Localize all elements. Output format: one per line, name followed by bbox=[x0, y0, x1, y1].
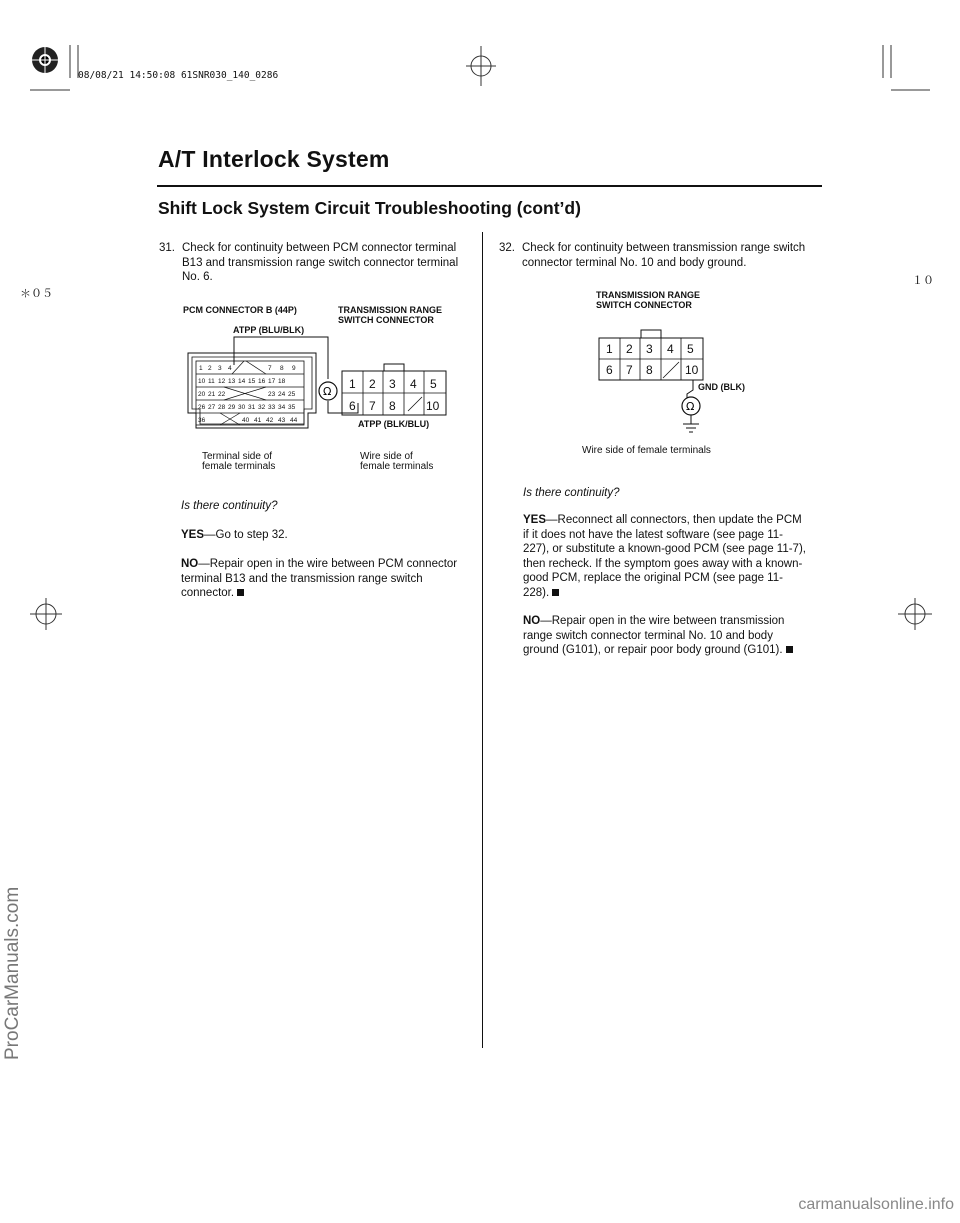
svg-text:10: 10 bbox=[426, 399, 440, 413]
svg-text:25: 25 bbox=[288, 391, 296, 398]
yes-text: Go to step 32. bbox=[215, 529, 288, 541]
svg-text:18: 18 bbox=[278, 378, 286, 385]
step-number: 31. bbox=[159, 242, 175, 254]
yes-answer-32: YES—Reconnect all connectors, then update the PCM if it does not have the latest software (see page 11-227), or substitute a known-good PCM (see page 11-7), then recheck. If the symptom goes away with a known-good PCM, replace the original PCM (see page 11-228). bbox=[523, 514, 806, 599]
svg-text:11: 11 bbox=[208, 378, 215, 385]
right-margin-mark: １０ bbox=[912, 274, 934, 287]
trs-ground-diagram bbox=[595, 326, 715, 446]
title-rule bbox=[157, 185, 822, 187]
svg-text:29: 29 bbox=[228, 404, 236, 411]
svg-text:36: 36 bbox=[198, 417, 206, 424]
svg-text:4: 4 bbox=[228, 365, 232, 372]
svg-text:23: 23 bbox=[268, 391, 276, 398]
caption-terminal-side-2: female terminals bbox=[202, 461, 276, 472]
svg-text:14: 14 bbox=[238, 378, 246, 385]
page-title: A/T Interlock System bbox=[158, 146, 390, 172]
svg-text:24: 24 bbox=[278, 391, 286, 398]
svg-text:13: 13 bbox=[228, 378, 236, 385]
no-answer-31: NO—Repair open in the wire between PCM connector terminal B13 and the transmission range switch connector. bbox=[181, 558, 458, 600]
pcm-trs-continuity-diagram bbox=[180, 333, 450, 433]
svg-text:30: 30 bbox=[238, 404, 246, 411]
svg-text:34: 34 bbox=[278, 404, 286, 411]
svg-text:2: 2 bbox=[208, 365, 212, 372]
svg-text:5: 5 bbox=[430, 377, 437, 391]
svg-text:2: 2 bbox=[626, 342, 633, 356]
question-31: Is there continuity? bbox=[181, 500, 278, 512]
svg-text:42: 42 bbox=[266, 417, 274, 424]
column-divider bbox=[482, 232, 483, 1048]
caption-wire-side-2: female terminals bbox=[360, 461, 434, 472]
trs-connector-label-1: TRANSMISSION RANGE bbox=[596, 290, 701, 300]
svg-text:10: 10 bbox=[685, 363, 699, 377]
svg-text:43: 43 bbox=[278, 417, 286, 424]
svg-text:22: 22 bbox=[218, 391, 226, 398]
svg-text:44: 44 bbox=[290, 417, 298, 424]
svg-text:31: 31 bbox=[248, 404, 256, 411]
svg-text:41: 41 bbox=[254, 417, 262, 424]
svg-text:9: 9 bbox=[292, 365, 296, 372]
no-label: NO bbox=[181, 558, 199, 570]
svg-text:3: 3 bbox=[218, 365, 222, 372]
no-answer-32: NO—Repair open in the wire between transmission range switch connector terminal No. 10 and body ground (G101), or repair poor body ground (G101). bbox=[523, 614, 808, 658]
no-text: Repair open in the wire between PCM connector terminal B13 and the transmission range switch connector. bbox=[181, 558, 458, 600]
trs-connector-label-2: SWITCH CONNECTOR bbox=[596, 300, 692, 310]
yes-text: Reconnect all connectors, then update the PCM if it does not have the latest software (see page 11-227), or substitute a known-good PCM (see page 11-7), then recheck. If the symptom goes away with a known-good PCM, replace the original PCM (see page 11-228). bbox=[523, 514, 806, 599]
svg-text:35: 35 bbox=[288, 404, 296, 411]
svg-text:3: 3 bbox=[389, 377, 396, 391]
step-32 bbox=[499, 241, 819, 270]
no-label: NO bbox=[523, 615, 541, 627]
svg-text:1: 1 bbox=[199, 365, 203, 372]
svg-text:1: 1 bbox=[606, 342, 613, 356]
step-31 bbox=[159, 241, 459, 285]
svg-text:5: 5 bbox=[687, 342, 694, 356]
wire-label-bottom: ATPP (BLK/BLU) bbox=[358, 419, 430, 429]
question-32: Is there continuity? bbox=[523, 487, 620, 499]
svg-text:20: 20 bbox=[198, 391, 206, 398]
svg-text:32: 32 bbox=[258, 404, 266, 411]
no-text: Repair open in the wire between transmission range switch connector terminal No. 10 and body ground (G101), or repair poor body ground (G101). bbox=[523, 615, 785, 657]
page-subtitle: Shift Lock System Circuit Troubleshooting (cont’d) bbox=[158, 198, 581, 218]
ground-icon bbox=[683, 424, 699, 432]
trs-connector-label-2: SWITCH CONNECTOR bbox=[338, 315, 434, 325]
trs-connector-label-1: TRANSMISSION RANGE bbox=[338, 305, 443, 315]
gnd-label: GND (BLK) bbox=[698, 382, 745, 392]
svg-text:4: 4 bbox=[667, 342, 674, 356]
svg-text:40: 40 bbox=[242, 417, 250, 424]
svg-text:7: 7 bbox=[369, 399, 376, 413]
caption-wire-side: Wire side of female terminals bbox=[582, 445, 711, 456]
svg-text:17: 17 bbox=[268, 378, 276, 385]
bottom-watermark: carmanualsonline.info bbox=[798, 1196, 954, 1213]
svg-text:6: 6 bbox=[349, 399, 356, 413]
svg-text:2: 2 bbox=[369, 377, 376, 391]
svg-text:16: 16 bbox=[258, 378, 266, 385]
svg-text:3: 3 bbox=[646, 342, 653, 356]
end-marker-icon bbox=[552, 589, 559, 596]
svg-text:28: 28 bbox=[218, 404, 226, 411]
left-watermark: ProCarManuals.com bbox=[2, 886, 23, 1060]
caption-terminal-side-1: Terminal side of bbox=[202, 451, 273, 462]
end-marker-icon bbox=[237, 589, 244, 596]
svg-text:33: 33 bbox=[268, 404, 276, 411]
svg-text:15: 15 bbox=[248, 378, 256, 385]
svg-text:21: 21 bbox=[208, 391, 216, 398]
svg-text:1: 1 bbox=[349, 377, 356, 391]
svg-text:10: 10 bbox=[198, 378, 206, 385]
svg-text:7: 7 bbox=[626, 363, 633, 377]
yes-label: YES bbox=[523, 514, 547, 526]
svg-text:Ω: Ω bbox=[323, 385, 332, 398]
svg-text:8: 8 bbox=[389, 399, 396, 413]
step-number: 32. bbox=[499, 242, 515, 254]
pcm-connector-label: PCM CONNECTOR B (44P) bbox=[183, 305, 297, 315]
yes-label: YES bbox=[181, 529, 205, 541]
svg-text:26: 26 bbox=[198, 404, 206, 411]
svg-text:7: 7 bbox=[268, 365, 272, 372]
svg-text:27: 27 bbox=[208, 404, 216, 411]
svg-text:12: 12 bbox=[218, 378, 226, 385]
yes-answer-31: YES—Go to step 32. bbox=[181, 529, 288, 541]
step-text: Check for continuity between PCM connector terminal B13 and transmission range switch connector terminal No. 6. bbox=[182, 242, 459, 284]
end-marker-icon bbox=[786, 646, 793, 653]
step-text: Check for continuity between transmission range switch connector terminal No. 10 and body ground. bbox=[522, 242, 806, 269]
svg-text:4: 4 bbox=[410, 377, 417, 391]
svg-text:8: 8 bbox=[280, 365, 284, 372]
caption-wire-side-1: Wire side of bbox=[360, 451, 413, 462]
svg-text:6: 6 bbox=[606, 363, 613, 377]
left-margin-mark: ＊０５ bbox=[20, 287, 53, 300]
svg-text:8: 8 bbox=[646, 363, 653, 377]
wire-label-top: ATPP (BLU/BLK) bbox=[233, 325, 305, 335]
svg-text:Ω: Ω bbox=[686, 400, 695, 413]
print-stamp: 08/08/21 14:50:08 61SNR030_140_0286 bbox=[78, 70, 279, 81]
